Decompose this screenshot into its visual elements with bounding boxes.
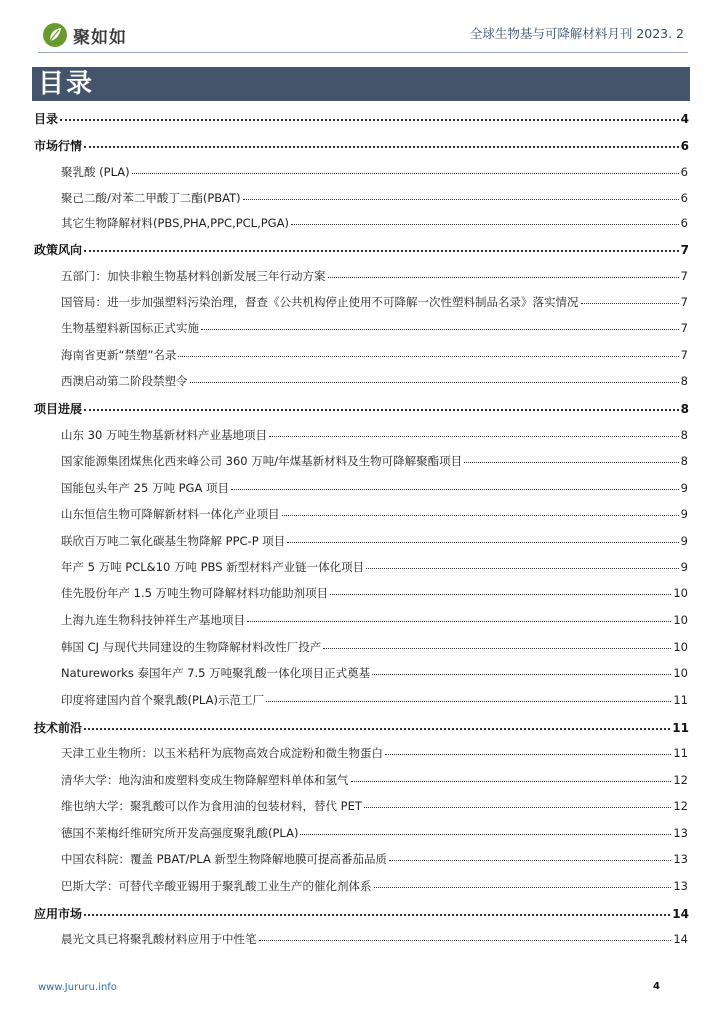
- toc-dot-leader: [84, 913, 670, 916]
- toc-dot-leader: [269, 435, 679, 437]
- toc-entry[interactable]: [61, 506, 688, 522]
- toc-entry[interactable]: [61, 190, 688, 206]
- toc-dot-leader: [190, 381, 679, 383]
- toc-page-number: 8: [680, 402, 689, 416]
- header-divider: [38, 52, 688, 53]
- toc-label: 联欣百万吨二氧化碳基生物降解 PPC-P 项目: [61, 534, 286, 548]
- footer-page-number: 4: [653, 981, 660, 992]
- toc-label: Natureworks 泰国年产 7.5 万吨聚乳酸一体化项目正式奠基: [61, 666, 371, 680]
- brand-logo: [42, 22, 127, 48]
- toc-dot-leader: [364, 806, 671, 808]
- toc-dot-leader: [300, 833, 671, 835]
- toc-label: 上海九连生物科技钟祥生产基地项目: [61, 613, 245, 627]
- toc-dot-leader: [201, 328, 679, 330]
- toc-page-number: 12: [673, 773, 688, 787]
- page-header: [0, 0, 724, 62]
- toc-entry[interactable]: [61, 215, 688, 231]
- toc-entry[interactable]: [61, 347, 688, 363]
- toc-entry[interactable]: [61, 585, 688, 601]
- toc-page-number: 13: [673, 879, 688, 893]
- toc-dot-leader: [291, 223, 679, 225]
- toc-page-number: 9: [680, 507, 688, 521]
- toc-dot-leader: [266, 700, 671, 702]
- toc-label: 海南省更新“禁塑”名录: [61, 348, 177, 362]
- logo-text: 聚如如: [73, 27, 127, 48]
- toc-label: 应用市场: [34, 907, 83, 921]
- toc-dot-leader: [372, 673, 671, 675]
- toc-page-number: 9: [680, 560, 688, 574]
- toc-dot-leader: [132, 172, 679, 174]
- toc-label: 佳先股份年产 1.5 万吨生物可降解材料功能助剂项目: [61, 586, 329, 600]
- toc-dot-leader: [60, 118, 679, 121]
- toc-page-number: 14: [673, 932, 688, 946]
- toc-entry[interactable]: [61, 320, 688, 336]
- toc-entry[interactable]: [61, 164, 688, 180]
- toc-dot-leader: [84, 727, 670, 730]
- toc-page-number: 11: [672, 721, 689, 735]
- toc-entry[interactable]: [61, 665, 688, 681]
- toc-dot-leader: [231, 488, 679, 490]
- toc-dot-leader: [247, 620, 671, 622]
- toc-label: 山东 30 万吨生物基新材料产业基地项目: [61, 428, 267, 442]
- toc-entry[interactable]: [61, 851, 688, 867]
- toc-label: 国能包头年产 25 万吨 PGA 项目: [61, 481, 229, 495]
- page-title: 目录: [32, 67, 690, 101]
- toc-label: 五部门：加快非粮生物基材料创新发展三年行动方案: [61, 269, 326, 283]
- toc-entry[interactable]: [61, 373, 688, 389]
- toc-entry[interactable]: [61, 798, 688, 814]
- toc-dot-leader: [84, 408, 679, 411]
- toc-label: 晨光文具已将聚乳酸材料应用于中性笔: [61, 932, 257, 946]
- toc-dot-leader: [374, 886, 672, 888]
- toc-page-number: 12: [673, 799, 688, 813]
- toc-dot-leader: [581, 302, 679, 304]
- toc-page-number: 14: [672, 907, 689, 921]
- toc-page-number: 10: [673, 666, 688, 680]
- toc-page-number: 7: [680, 295, 688, 309]
- toc-dot-leader: [84, 249, 679, 252]
- toc-label: 技术前沿: [34, 721, 83, 735]
- toc-page-number: 6: [680, 191, 688, 205]
- toc-entry[interactable]: [61, 268, 688, 284]
- toc-dot-leader: [259, 939, 672, 941]
- toc-label: 政策风向: [34, 243, 83, 257]
- toc-entry[interactable]: [61, 559, 688, 575]
- toc-label: 中国农科院：覆盖 PBAT/PLA 新型生物降解地膜可提高番茄品质: [61, 852, 387, 866]
- toc-entry[interactable]: [61, 427, 688, 443]
- toc-entry[interactable]: [61, 772, 688, 788]
- toc-entry[interactable]: [34, 905, 689, 921]
- toc-page-number: 10: [673, 613, 688, 627]
- toc-entry[interactable]: [61, 612, 688, 628]
- toc-label: 其它生物降解材料(PBS,PHA,PPC,PCL,PGA): [61, 216, 289, 230]
- toc-page-number: 11: [673, 693, 688, 707]
- toc-entry[interactable]: [61, 453, 688, 469]
- toc-page-number: 13: [673, 826, 688, 840]
- toc-label: 市场行情: [34, 139, 83, 153]
- toc-label: 目录: [34, 112, 59, 126]
- footer-website-link[interactable]: www.Jururu.info: [38, 982, 117, 993]
- toc-entry[interactable]: [61, 294, 688, 310]
- toc-page-number: 10: [673, 640, 688, 654]
- toc-entry[interactable]: [61, 533, 688, 549]
- toc-entry[interactable]: [34, 719, 689, 735]
- toc-entry[interactable]: [61, 692, 688, 708]
- toc-dot-leader: [323, 647, 671, 649]
- toc-dot-leader: [330, 593, 671, 595]
- toc-page-number: 6: [680, 165, 688, 179]
- toc-label: 国管局：进一步加强塑料污染治理，督查《公共机构停止使用不可降解一次性塑料制品名录》落实情况: [61, 295, 579, 309]
- toc-page-number: 8: [680, 454, 688, 468]
- toc-label: 国家能源集团煤焦化西来峰公司 360 万吨/年煤基新材料及生物可降解聚酯项目: [61, 454, 463, 468]
- toc-dot-leader: [84, 145, 679, 148]
- toc-label: 西澳启动第二阶段禁塑令: [61, 374, 188, 388]
- toc-entry[interactable]: [61, 745, 688, 761]
- toc-page-number: 6: [680, 139, 689, 153]
- toc-entry[interactable]: [61, 878, 688, 894]
- toc-label: 维也纳大学：聚乳酸可以作为食用油的包装材料，替代 PET: [61, 799, 362, 813]
- toc-page-number: 9: [680, 534, 688, 548]
- toc-page-number: 7: [680, 348, 688, 362]
- toc-label: 清华大学：地沟油和废塑料变成生物降解塑料单体和氢气: [61, 773, 349, 787]
- toc-label: 德国不莱梅纤维研究所开发高强度聚乳酸(PLA): [61, 826, 299, 840]
- toc-entry[interactable]: [34, 110, 689, 126]
- toc-page-number: 7: [680, 243, 689, 257]
- toc-entry[interactable]: [61, 639, 688, 655]
- toc-entry[interactable]: [34, 241, 689, 257]
- toc-dot-leader: [385, 753, 671, 755]
- toc-page-number: 7: [680, 321, 688, 335]
- toc-page-number: 13: [673, 852, 688, 866]
- toc-entry[interactable]: [61, 480, 688, 496]
- toc-label: 聚乳酸 (PLA): [61, 165, 130, 179]
- toc-label: 巴斯大学：可替代辛酸亚锡用于聚乳酸工业生产的催化剂体系: [61, 879, 372, 893]
- report-title: 全球生物基与可降解材料月刊 2023. 2: [469, 26, 684, 41]
- toc-page-number: 6: [680, 216, 688, 230]
- toc-page-number: 8: [680, 428, 688, 442]
- toc-dot-leader: [282, 514, 679, 516]
- toc-label: 印度将建国内首个聚乳酸(PLA)示范工厂: [61, 693, 264, 707]
- toc-page-number: 11: [673, 746, 688, 760]
- toc-page-number: 10: [673, 586, 688, 600]
- toc-dot-leader: [366, 567, 679, 569]
- leaf-logo-icon: [42, 22, 68, 48]
- toc-dot-leader: [328, 276, 679, 278]
- toc-dot-leader: [464, 461, 679, 463]
- toc-page-number: 4: [680, 112, 689, 126]
- toc-page-number: 7: [680, 269, 688, 283]
- toc-entry[interactable]: [61, 825, 688, 841]
- toc-dot-leader: [287, 541, 678, 543]
- toc-entry[interactable]: [34, 137, 689, 153]
- toc-dot-leader: [389, 859, 671, 861]
- toc-dot-leader: [351, 780, 672, 782]
- toc-label: 项目进展: [34, 402, 83, 416]
- toc-label: 年产 5 万吨 PCL&10 万吨 PBS 新型材料产业链一体化项目: [61, 560, 365, 574]
- toc-dot-leader: [178, 355, 678, 357]
- toc-page-number: 9: [680, 481, 688, 495]
- toc-dot-leader: [243, 198, 679, 200]
- toc-label: 天津工业生物所：以玉米秸秆为底物高效合成淀粉和微生物蛋白: [61, 746, 383, 760]
- toc-entry[interactable]: [34, 400, 689, 416]
- toc-page-number: 8: [680, 374, 688, 388]
- toc-label: 山东恒信生物可降解新材料一体化产业项目: [61, 507, 280, 521]
- toc-label: 聚己二酸/对苯二甲酸丁二酯(PBAT): [61, 191, 241, 205]
- toc-entry[interactable]: [61, 931, 688, 947]
- toc-label: 生物基塑料新国标正式实施: [61, 321, 199, 335]
- toc-label: 韩国 CJ 与现代共同建设的生物降解材料改性厂投产: [61, 640, 322, 654]
